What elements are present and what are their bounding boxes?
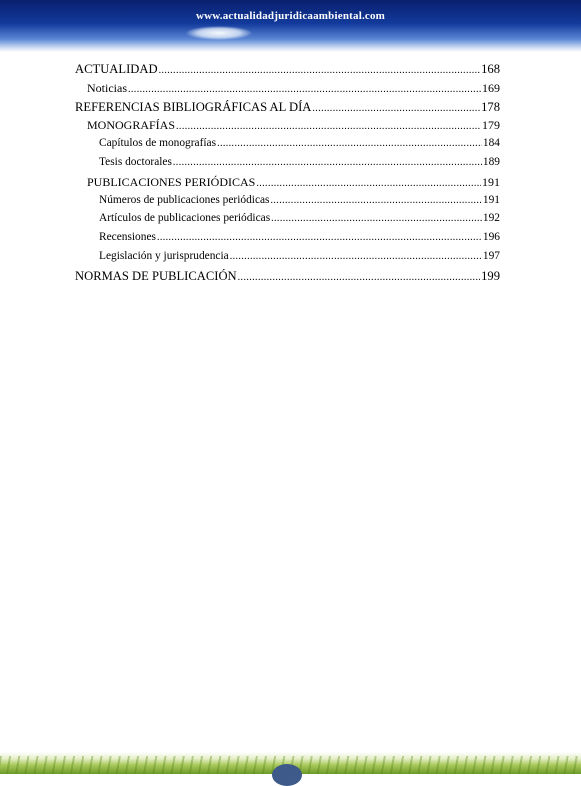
toc-dot-leader <box>271 195 482 206</box>
toc-entry-page-number: 168 <box>481 62 500 76</box>
toc-dot-leader <box>159 65 481 76</box>
toc-entry[interactable] <box>75 100 500 119</box>
toc-entry-label: NORMAS DE PUBLICACIÓN <box>75 268 237 283</box>
toc-entry-page-number: 191 <box>482 174 500 189</box>
toc-entry[interactable] <box>75 62 500 81</box>
toc-entry-label: Capítulos de monografías <box>99 137 217 150</box>
toc-entry[interactable] <box>75 194 500 213</box>
toc-entry-label: Tesis doctorales <box>99 155 172 168</box>
toc-entry-page-number: 196 <box>482 231 500 244</box>
toc-entry[interactable] <box>75 175 500 194</box>
toc-dot-leader <box>128 84 481 95</box>
toc-dot-leader <box>230 251 482 262</box>
page-nav-knob <box>272 764 302 786</box>
toc-entry[interactable] <box>75 118 500 137</box>
toc-entry-page-number: 199 <box>481 268 500 283</box>
toc-entry-label: Artículos de publicaciones periódicas <box>99 212 271 225</box>
toc-dot-leader <box>271 213 482 224</box>
toc-entry-page-number: 191 <box>482 193 500 206</box>
toc-entry-label: Números de publicaciones periódicas <box>99 193 270 206</box>
toc-entry[interactable] <box>75 269 500 288</box>
toc-entry-label: MONOGRAFÍAS <box>87 118 176 133</box>
toc-entry-page-number: 178 <box>481 99 500 114</box>
toc-entry-page-number: 184 <box>482 137 500 150</box>
toc-entry-page-number: 197 <box>482 249 500 262</box>
toc-entry-page-number: 189 <box>482 155 500 168</box>
toc-entry-label: Legislación y jurisprudencia <box>99 249 229 262</box>
toc-entry-page-number: 179 <box>482 118 500 133</box>
toc-dot-leader <box>176 121 481 132</box>
toc-entry[interactable] <box>75 212 500 231</box>
toc-entry[interactable] <box>75 156 500 175</box>
grass-footer-banner <box>0 752 581 774</box>
toc-entry[interactable] <box>75 250 500 269</box>
toc-entry[interactable] <box>75 137 500 156</box>
site-url: www.actualidadjuridicaambiental.com <box>195 10 386 22</box>
toc-entry-label: REFERENCIAS BIBLIOGRÁFICAS AL DÍA <box>75 99 312 114</box>
toc-dot-leader <box>312 103 480 114</box>
toc-dot-leader <box>256 178 481 189</box>
toc-entry-label: Recensiones <box>99 231 156 244</box>
toc-entry-label: Noticias <box>87 80 127 95</box>
page-header-banner <box>0 0 581 52</box>
toc-entry-page-number: 192 <box>482 212 500 225</box>
table-of-contents <box>75 62 500 288</box>
toc-dot-leader <box>173 157 482 168</box>
toc-dot-leader <box>217 138 482 149</box>
toc-entry[interactable] <box>75 231 500 250</box>
toc-entry-page-number: 169 <box>482 80 500 95</box>
toc-entry-label: ACTUALIDAD <box>75 62 158 76</box>
toc-entry-label: PUBLICACIONES PERIÓDICAS <box>87 174 256 189</box>
cloud-decoration <box>186 26 252 40</box>
toc-dot-leader <box>238 272 480 283</box>
toc-entry[interactable] <box>75 81 500 100</box>
toc-dot-leader <box>157 232 482 243</box>
